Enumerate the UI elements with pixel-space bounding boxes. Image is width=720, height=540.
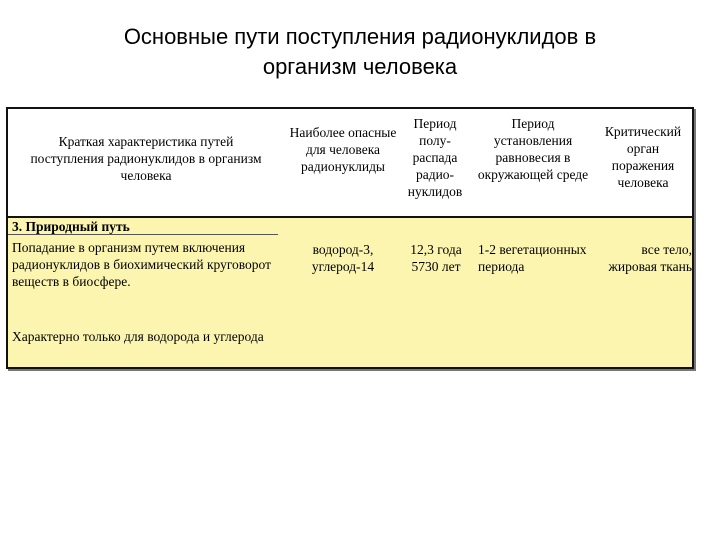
title-line-1: Основные пути поступления радионуклидов в xyxy=(123,24,597,49)
header-critical-organ: Критический орган поражения человека xyxy=(604,124,682,190)
row-equilibrium: 1-2 вегетационных периода xyxy=(478,242,587,274)
header-characteristics: Краткая характеристика путей поступления радионуклидов в организм человека xyxy=(30,134,262,183)
row-nuclides: водород-3, углерод-14 xyxy=(311,242,375,274)
row-critical-organ: все тело, жировая ткань xyxy=(608,242,692,274)
row-note: Характерно только для водорода и углерода xyxy=(12,329,264,344)
header-half-life: Период полу-распада радио-нуклидов xyxy=(407,116,463,199)
header-equilibrium: Период установления равновесия в окружающей среде xyxy=(477,116,589,182)
header-dangerous-nuclides: Наиболее опасные для человека радионуклиды xyxy=(289,125,397,174)
row-description: Попадание в организм путем включения радионуклидов в биохимический круговорот веществ в биосфере. xyxy=(12,240,272,289)
section-divider xyxy=(8,234,278,235)
table-header xyxy=(8,109,692,218)
page-title xyxy=(0,22,720,82)
row-half-life: 12,3 года 5730 лет xyxy=(410,242,462,274)
section-title: 3. Природный путь xyxy=(12,219,130,234)
title-line-2: организм человека xyxy=(262,54,458,79)
radionuclide-table xyxy=(6,107,694,369)
